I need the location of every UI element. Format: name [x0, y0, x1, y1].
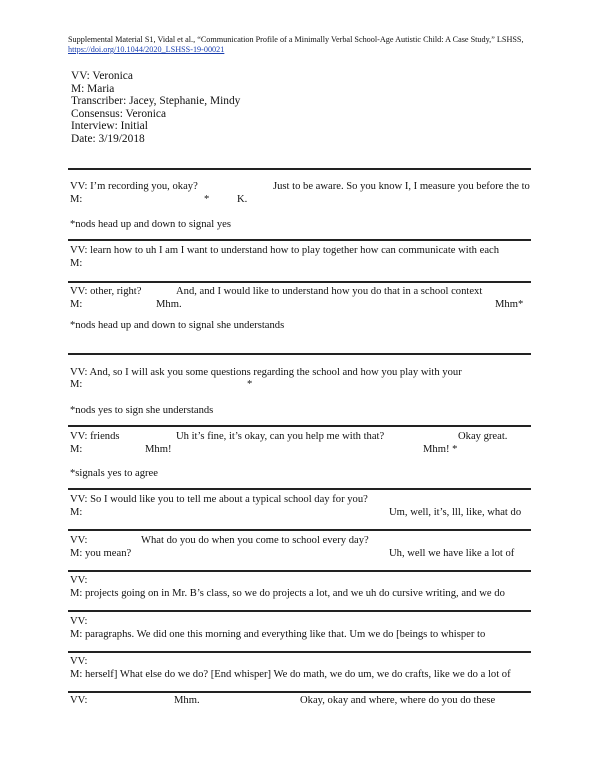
- vv-line: Okay, okay and where, where do you do these: [300, 695, 496, 706]
- m-line: *: [204, 194, 210, 205]
- divider: [68, 529, 531, 531]
- vv-line: Mhm.: [174, 695, 200, 706]
- m-line: M:: [70, 299, 83, 310]
- m-line: M: paragraphs. We did one this morning and everything like that. Um we do [beings to whisper to: [70, 629, 486, 640]
- meta-speaker-m: M: Maria: [71, 82, 115, 95]
- divider: [68, 353, 531, 355]
- divider: [68, 168, 531, 170]
- meta-date: Date: 3/19/2018: [71, 132, 145, 145]
- vv-line: VV: other, right?: [70, 286, 142, 297]
- m-line: Mhm.: [156, 299, 182, 310]
- divider: [68, 239, 531, 241]
- m-line: Mhm! *: [423, 444, 458, 455]
- divider: [68, 691, 531, 693]
- vv-line: What do you do when you come to school every day?: [141, 535, 369, 546]
- annotation-note: *signals yes to agree: [70, 468, 158, 479]
- vv-line: VV:: [70, 616, 88, 627]
- divider: [68, 281, 531, 283]
- annotation-note: *nods head up and down to signal yes: [70, 219, 231, 230]
- citation-text: Supplemental Material S1, Vidal et al., “Communication Profile of a Minimally Verbal School-Age Autistic Child: A Case Study,” LSHSS,: [68, 35, 524, 44]
- divider: [68, 610, 531, 612]
- m-line: K.: [237, 194, 248, 205]
- m-line: M: projects going on in Mr. B’s class, so we do projects a lot, and we uh do cursive writing, and we do: [70, 588, 505, 599]
- m-line: M:: [70, 258, 83, 269]
- vv-line: VV:: [70, 695, 88, 706]
- vv-line: VV: learn how to uh I am I want to understand how to play together how can communicate with each: [70, 245, 500, 256]
- meta-transcriber: Transcriber: Jacey, Stephanie, Mindy: [71, 95, 241, 107]
- vv-line: Just to be aware. So you know I, I measure you before the to: [273, 181, 530, 192]
- vv-line: And, and I would like to understand how you do that in a school context: [176, 286, 483, 297]
- vv-line: VV:: [70, 656, 88, 667]
- vv-line: Okay great.: [458, 431, 508, 442]
- vv-line: Uh it’s fine, it’s okay, can you help me with that?: [176, 431, 385, 442]
- m-line: Um, well, it’s, lll, like, what do: [389, 507, 522, 518]
- vv-line: VV: friends: [70, 431, 120, 442]
- meta-interview: Interview: Initial: [71, 120, 148, 132]
- doi-link[interactable]: https://doi.org/10.1044/2020_LSHSS-19-00021: [68, 45, 225, 54]
- annotation-note: *nods head up and down to signal she understands: [70, 320, 285, 331]
- m-line: Mhm*: [495, 299, 524, 310]
- divider: [68, 570, 531, 572]
- m-line: M:: [70, 194, 83, 205]
- m-line: M:: [70, 444, 83, 455]
- m-line: *: [247, 379, 253, 390]
- m-line: M: you mean?: [70, 548, 132, 559]
- m-line: M: herself] What else do we do? [End whisper] We do math, we do um, we do crafts, like we do a lot of: [70, 669, 511, 680]
- vv-line: VV: I’m recording you, okay?: [70, 181, 198, 192]
- vv-line: VV:: [70, 535, 88, 546]
- meta-consensus: Consensus: Veronica: [71, 107, 167, 120]
- vv-line: VV: And, so I will ask you some questions regarding the school and how you play with your: [70, 367, 462, 378]
- meta-speaker-vv: VV: Veronica: [71, 70, 133, 82]
- divider: [68, 488, 531, 490]
- vv-line: VV: So I would like you to tell me about a typical school day for you?: [70, 494, 368, 505]
- m-line: Uh, well we have like a lot of: [389, 548, 515, 559]
- divider: [68, 425, 531, 427]
- annotation-note: *nods yes to sign she understands: [70, 405, 214, 416]
- m-line: M:: [70, 379, 83, 390]
- m-line: M:: [70, 507, 83, 518]
- m-line: Mhm!: [145, 444, 172, 455]
- citation-line: [68, 35, 524, 45]
- vv-line: VV:: [70, 575, 88, 586]
- doi-line: [68, 45, 224, 55]
- divider: [68, 651, 531, 653]
